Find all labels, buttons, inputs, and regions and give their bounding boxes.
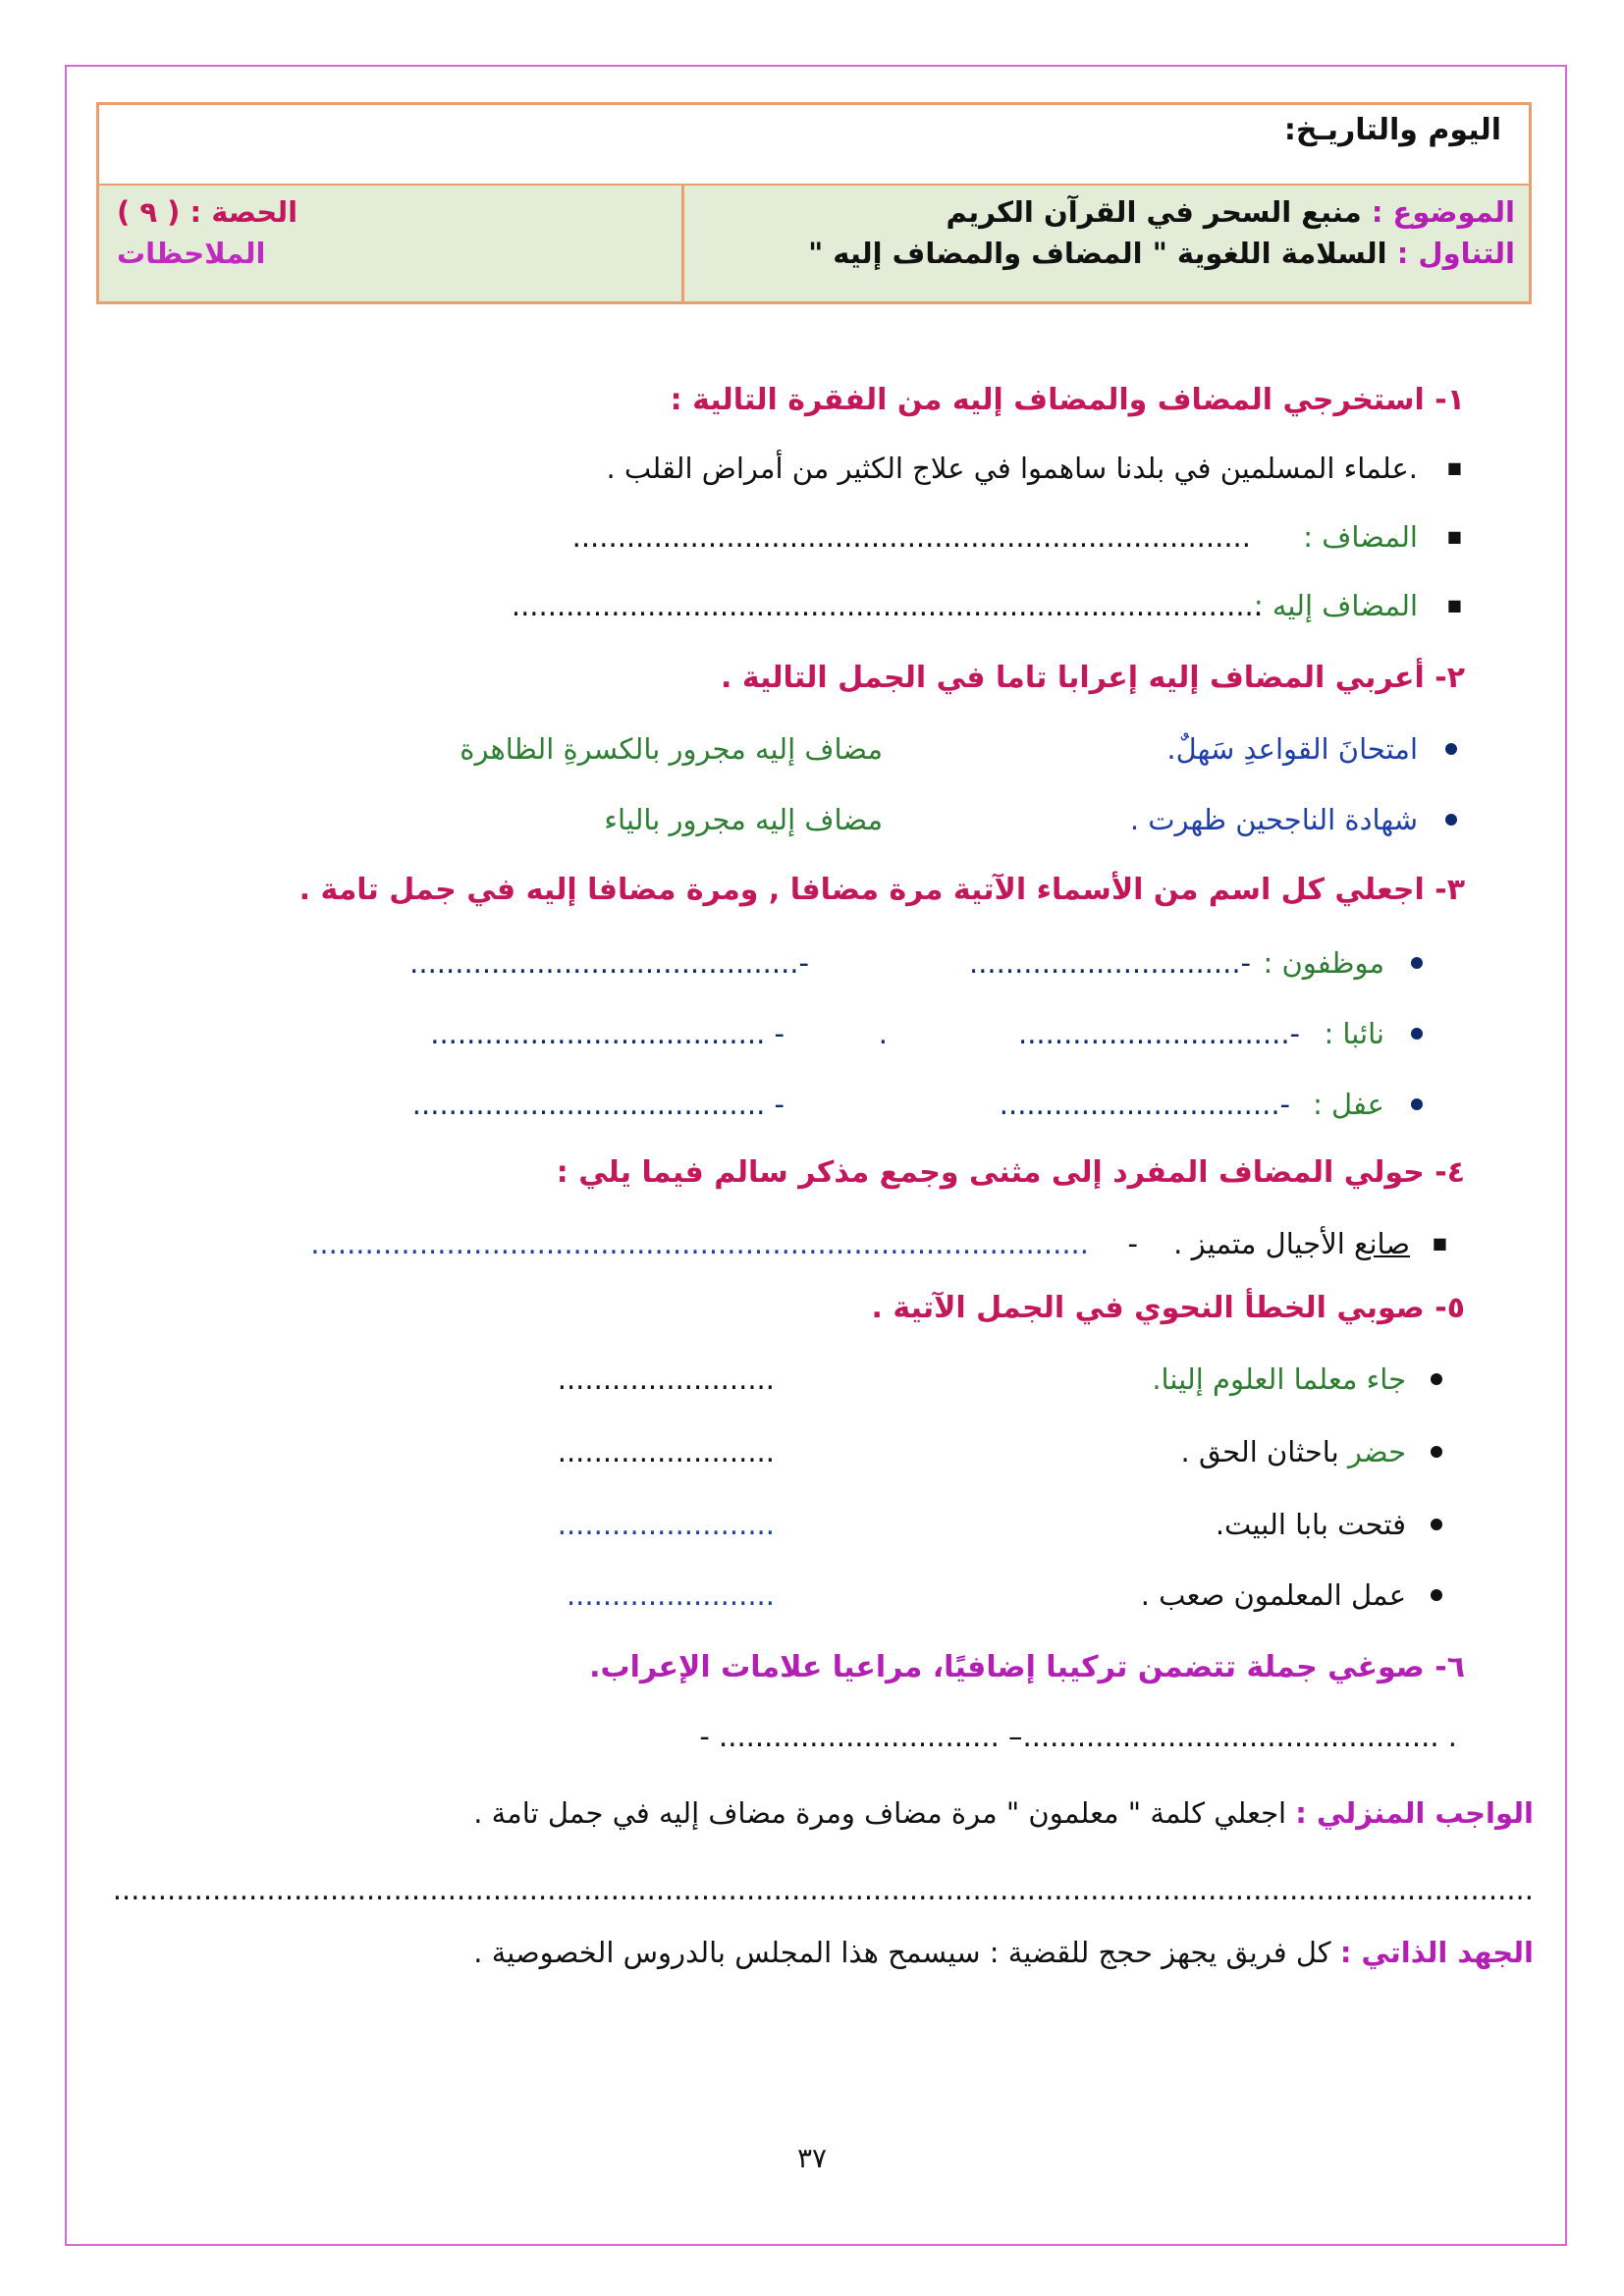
q1-sentence: .علماء المسلمين في بلدنا ساهموا في علاج الكثير من أمراض القلب .	[606, 452, 1418, 485]
q5-item-row	[0, 1500, 1624, 1549]
self-effort-text: كل فريق يجهز حجج للقضية : سيسمح هذا المجلس بالدروس الخصوصية .	[473, 1936, 1331, 1969]
period-value: ( ٩ )	[117, 195, 181, 229]
q2-item-row	[0, 795, 1624, 844]
q5-sentence	[1181, 1427, 1406, 1476]
q4-sentence-rest: الأجيال متميز .	[1173, 1227, 1355, 1260]
square-bullet-icon: ■	[1446, 458, 1462, 477]
q5-item-row	[0, 1571, 1624, 1620]
q5-title	[872, 1284, 1465, 1333]
bullet-dot-icon	[1431, 1519, 1442, 1530]
q3-item-row	[0, 1009, 1624, 1058]
q3-title-row	[0, 866, 1624, 915]
topic-label: الموضوع :	[1371, 195, 1515, 229]
q3-item-row	[0, 1080, 1624, 1129]
q2-title-row	[0, 654, 1624, 703]
self-effort-row	[0, 1928, 1624, 1977]
page-number: ٣٧	[796, 2142, 828, 2174]
q4-answer-line[interactable]: ......................................................................................	[310, 1227, 1089, 1260]
q3-word: عفل :	[1313, 1088, 1384, 1121]
q5-answer-line[interactable]: .......................	[566, 1578, 775, 1612]
q2-item-sentence: شهادة الناجحين ظهرت .	[1129, 803, 1418, 836]
q1-mudaf-ilayh-row	[0, 581, 1624, 630]
date-label: اليوم والتاريـخ:	[1283, 113, 1501, 147]
q2-number: ٢-	[1435, 661, 1465, 695]
q1-number: ١-	[1435, 383, 1465, 417]
q5-sentence-highlight: حضر	[1347, 1435, 1406, 1468]
q5-number: ٥-	[1435, 1291, 1465, 1325]
q5-sentence: عمل المعلمون صعب .	[1140, 1578, 1406, 1612]
q6-number: ٦-	[1435, 1650, 1465, 1684]
q3-item-row	[0, 938, 1624, 988]
q1-title-row	[0, 376, 1624, 425]
q3-title	[299, 866, 1465, 915]
self-effort	[473, 1928, 1534, 1977]
q6-answer-line[interactable]: . ..............................................– ............................... -	[699, 1720, 1457, 1753]
q5-title-row	[0, 1284, 1624, 1333]
homework-text: اجعلي كلمة " معلمون " مرة مضاف ومرة مضاف إليه في جمل تامة .	[473, 1796, 1287, 1830]
q5-answer-line[interactable]: ........................	[557, 1362, 775, 1396]
q6-title	[589, 1643, 1465, 1692]
mudaf-answer-line[interactable]: ...........................................................................	[571, 520, 1251, 554]
square-bullet-icon: ■	[1432, 1234, 1447, 1253]
q3-answer-line[interactable]: -..............................	[968, 946, 1251, 980]
q3-separator: .	[878, 1017, 888, 1050]
bullet-dot-icon	[1411, 957, 1423, 969]
q6-title-row	[0, 1643, 1624, 1692]
topic-row	[99, 186, 1529, 301]
q5-sentence: فتحت بابا البيت.	[1215, 1508, 1406, 1541]
notes-label: الملاحظات	[117, 237, 266, 270]
q2-item-sentence: امتحانَ القواعدِ سَهلٌ.	[1166, 732, 1418, 766]
q4-title-row	[0, 1148, 1624, 1198]
homework-answer-row	[0, 1865, 1624, 1914]
square-bullet-icon: ■	[1446, 527, 1462, 546]
q3-answer-line[interactable]: - .....................................	[430, 1017, 785, 1050]
bullet-dot-icon	[1431, 1373, 1442, 1385]
homework-answer-line[interactable]: .............................................................................................................................................................	[112, 1873, 1534, 1906]
q5-answer-line[interactable]: ........................	[557, 1508, 775, 1541]
bullet-dot-icon	[1445, 743, 1457, 755]
q3-number: ٣-	[1435, 873, 1465, 907]
q3-answer-line[interactable]: -...........................................	[409, 946, 809, 980]
q4-title	[557, 1148, 1465, 1198]
coverage-line	[808, 237, 1515, 270]
mudaf-ilayh-answer-line[interactable]: ...................................................................................	[511, 589, 1263, 622]
q5-title-text: صوبي الخطأ النحوي في الجمل الآتية .	[871, 1291, 1425, 1325]
q2-title	[721, 654, 1465, 703]
header-divider	[681, 186, 684, 301]
q1-mudaf-row	[0, 512, 1624, 561]
q3-answer-line[interactable]: -...............................	[999, 1088, 1290, 1121]
q5-sentence-rest: باحثان الحق .	[1180, 1435, 1348, 1468]
q2-title-text: أعربي المضاف إليه إعرابا تاما في الجمل التالية .	[721, 661, 1425, 695]
q5-item-row	[0, 1355, 1624, 1404]
mudaf-ilayh-label: المضاف إليه :	[1253, 589, 1418, 622]
q5-answer-line[interactable]: ........................	[557, 1435, 775, 1468]
q3-word: موظفون :	[1263, 946, 1384, 980]
q5-item-row	[0, 1427, 1624, 1476]
q2-item-row	[0, 724, 1624, 774]
topic-line	[946, 195, 1515, 229]
homework	[473, 1789, 1534, 1838]
q6-title-text: صوغي جملة تتضمن تركيبا إضافيًا، مراعيا علامات الإعراب.	[589, 1650, 1425, 1684]
q4-dash: -	[1127, 1227, 1138, 1260]
q1-title	[671, 376, 1465, 425]
q3-answer-line[interactable]: -..............................	[1017, 1017, 1300, 1050]
bullet-dot-icon	[1431, 1589, 1442, 1601]
period-cell	[117, 195, 298, 229]
q4-title-text: حولي المضاف المفرد إلى مثنى وجمع مذكر سالم فيما يلي :	[556, 1155, 1425, 1190]
q4-number: ٤-	[1435, 1155, 1465, 1190]
square-bullet-icon: ■	[1446, 596, 1462, 614]
self-effort-label: الجهد الذاتي :	[1339, 1936, 1534, 1969]
q3-word: نائبا :	[1324, 1017, 1384, 1050]
bullet-dot-icon	[1411, 1098, 1423, 1110]
q2-item-answer: مضاف إليه مجرور بالياء	[604, 803, 883, 836]
date-row	[99, 105, 1529, 187]
q4-sentence	[1173, 1219, 1410, 1268]
q3-answer-line[interactable]: - .......................................	[411, 1088, 785, 1121]
q4-item-row	[0, 1219, 1624, 1268]
topic-value: منبع السحر في القرآن الكريم	[946, 195, 1362, 229]
coverage-value: السلامة اللغوية " المضاف والمضاف إليه "	[808, 237, 1387, 270]
bullet-dot-icon	[1445, 814, 1457, 826]
q2-item-answer: مضاف إليه مجرور بالكسرةِ الظاهرة	[460, 732, 883, 766]
q6-answer-row	[0, 1712, 1624, 1761]
q3-title-text: اجعلي كل اسم من الأسماء الآتية مرة مضافا , ومرة مضافا إليه في جمل تامة .	[298, 873, 1425, 907]
homework-row	[0, 1789, 1624, 1838]
q1-title-text: استخرجي المضاف والمضاف إليه من الفقرة التالية :	[670, 383, 1425, 417]
homework-label: الواجب المنزلي :	[1295, 1796, 1534, 1830]
period-label: الحصة :	[189, 195, 298, 229]
q5-sentence: جاء معلما العلوم إلينا.	[1152, 1362, 1406, 1396]
mudaf-label: المضاف :	[1303, 520, 1418, 554]
bullet-dot-icon	[1431, 1446, 1442, 1458]
bullet-dot-icon	[1411, 1028, 1423, 1040]
lesson-header	[96, 102, 1532, 304]
q1-sentence-row	[0, 444, 1624, 493]
coverage-label: التناول :	[1396, 237, 1515, 270]
q4-underlined-word: صانع	[1354, 1227, 1410, 1260]
